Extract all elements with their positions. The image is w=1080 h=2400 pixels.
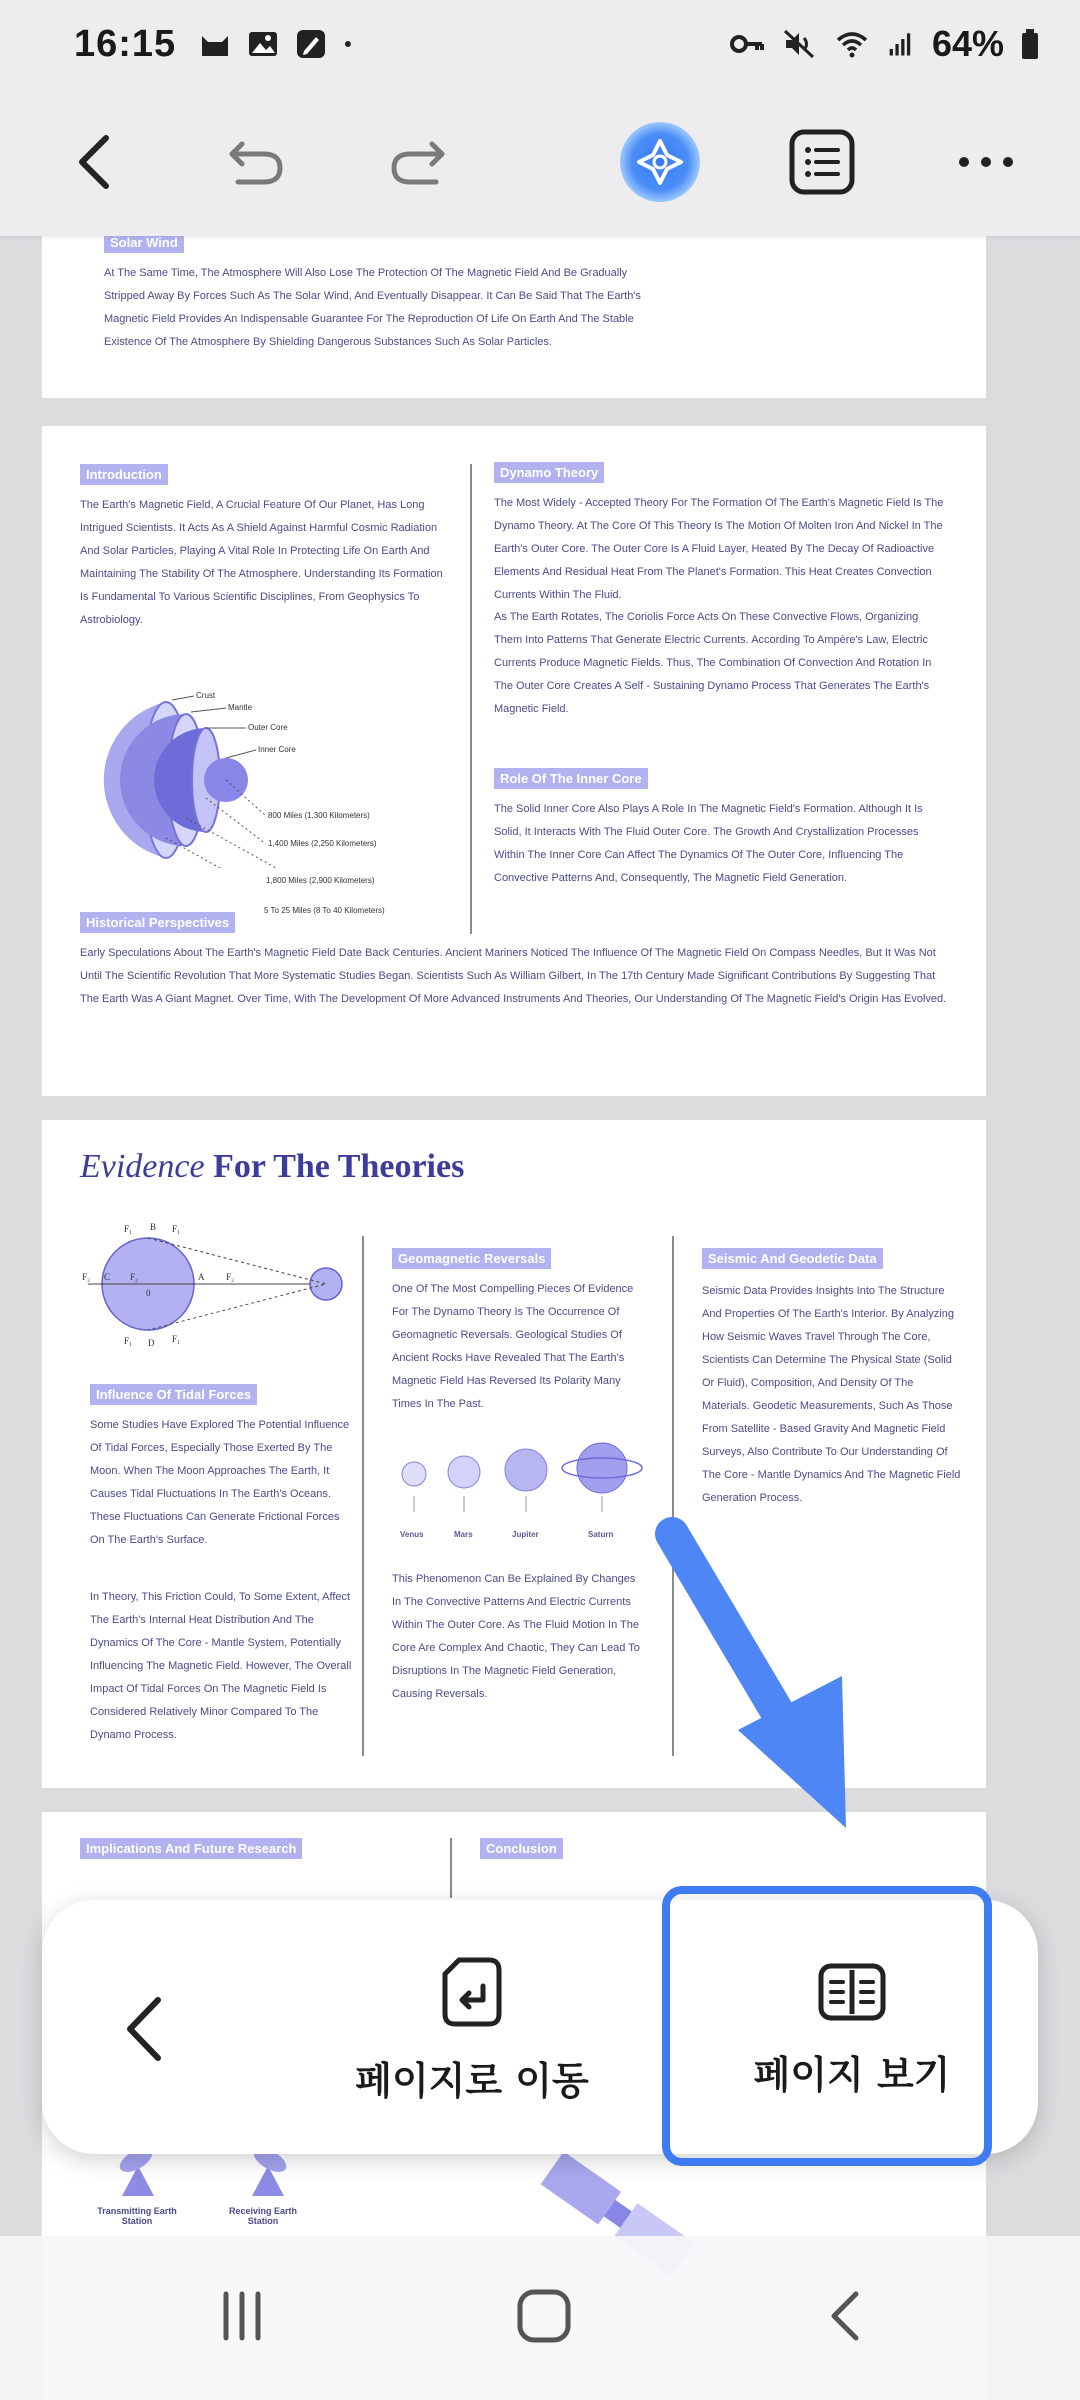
go-to-page-label: 페이지로 이동 (355, 2058, 589, 2103)
home-icon (514, 2286, 574, 2346)
outline-icon (788, 128, 856, 196)
status-bar (0, 0, 1080, 88)
svg-text:0: 0 (146, 1288, 151, 1298)
battery-icon (1020, 28, 1040, 60)
svg-text:A: A (198, 1272, 205, 1282)
signal-icon (888, 28, 916, 60)
outline-button[interactable] (776, 116, 868, 208)
svg-text:F₁: F₁ (172, 1334, 181, 1344)
page-title (80, 1148, 464, 1186)
diagram-label: Outer Core (248, 723, 288, 732)
diagram-depth-label: 800 Miles (1,300 Kilometers) (268, 811, 370, 820)
planet-label: Saturn (588, 1530, 614, 1539)
station-label: Receiving Earth Station (228, 2206, 298, 2226)
back-icon (816, 2286, 876, 2346)
ai-assistant-button[interactable] (614, 116, 706, 208)
page-view-label: 페이지 보기 (753, 2052, 951, 2097)
paragraph: At The Same Time, The Atmosphere Will Also Lose The Protection Of The Magnetic Field And Be Gradually Stripped Away By Forces Such As The Solar Wind, And Eventually Disappear. It Can Be Said That The Earth's Magnetic Field Provides An Indispensable Guarantee For The Reproduction Of Life On Earth And The Stable Existence Of The Atmosphere By Shielding Dangerous Substances Such As Solar Particles. (104, 267, 641, 348)
geomagnetic-text-2: This Phenomenon Can Be Explained By Changes In The Convective Patterns And Electric Currents Within The Outer Core. As The Fluid Motion In The Core Are Complex And Chaotic, They Can Lead To Disruptions In The Magnetic Field Generation, Causing Reversals. (392, 1573, 640, 1700)
column-divider (362, 1236, 364, 1756)
undo-button[interactable] (210, 116, 302, 208)
key-icon (726, 28, 766, 60)
svg-text:F₂: F₂ (226, 1272, 235, 1282)
undo-icon (224, 130, 288, 194)
page-2 (42, 426, 986, 1096)
cat-notification-icon (198, 28, 232, 60)
planet-label: Jupiter (512, 1530, 539, 1539)
section-title-implications: Implications And Future Research (80, 1838, 302, 1859)
tidal-force-diagram (78, 1220, 358, 1350)
svg-text:F₂: F₂ (82, 1272, 91, 1282)
dynamo-text-2: As The Earth Rotates, The Coriolis Force Acts On These Convective Flows, Organizing Them Into Patterns That Generate Electric Currents. According To Ampère's Law, Electric Currents Produce Magnetic Fields. Thus, The Combination Of Convection And Rotation In The Outer Core Creates A Self - Sustaining Dynamo Process That Generates The Earth's Magnetic Field. (494, 611, 932, 715)
diagram-label: Mantle (228, 703, 253, 712)
diagram-label: Crust (196, 691, 216, 700)
section-title-inner-core: Role Of The Inner Core (494, 768, 648, 789)
chevron-left-icon (102, 1984, 192, 2074)
mute-icon (782, 28, 816, 60)
diagram-depth-label: 5 To 25 Miles (8 To 40 Kilometers) (264, 906, 385, 915)
inner-core-text: The Solid Inner Core Also Plays A Role In The Magnetic Field's Formation. Although It Is Solid, It Interacts With The Fluid Outer Core. The Growth And Crystallization Processes Within The Inner Core Can Affect The Dynamics Of The Outer Core, Influencing The Convective Patterns And, Consequently, The Magnetic Field Generation. (494, 803, 923, 884)
section-title-historical: Historical Perspectives (80, 912, 235, 933)
wifi-icon (832, 28, 872, 60)
svg-text:F₂: F₂ (130, 1272, 139, 1282)
back-icon (66, 132, 126, 192)
tidal-text-2: In Theory, This Friction Could, To Some Extent, Affect The Earth's Internal Heat Distribution And The Dynamics Of The Core - Mantle System, Potentially Influencing The Magnetic Field. However, The Overall Impact Of Tidal Forces On The Magnetic Field Is Considered Relatively Minor Compared To The Dynamo Process. (90, 1591, 352, 1741)
recents-button[interactable] (192, 2276, 292, 2356)
earth-layers-diagram (76, 688, 456, 868)
introduction-text: The Earth's Magnetic Field, A Crucial Feature Of Our Planet, Has Long Intrigued Scientists. It Acts As A Shield Against Harmful Cosmic Radiation And Solar Particles, Playing A Vital Role In Protecting Life On Earth And Maintaining The Stability Of The Atmosphere. Understanding Its Formation Is Fundamental To Various Scientific Disciplines, From Geophysics To Astrobiology. (80, 499, 443, 626)
station-label: Transmitting Earth Station (97, 2206, 177, 2226)
redo-button[interactable] (372, 116, 464, 208)
section-title-introduction: Introduction (80, 464, 168, 485)
diagram-depth-label: 1,800 Miles (2,900 Kilometers) (266, 876, 375, 885)
section-title-conclusion: Conclusion (480, 1838, 563, 1859)
go-to-page-icon (439, 1956, 505, 2028)
sheet-back-button[interactable] (102, 1984, 192, 2074)
page-title-italic: Evidence (80, 1148, 205, 1185)
dynamo-text: The Most Widely - Accepted Theory For The Formation Of The Earth's Magnetic Field Is The Dynamo Theory. At The Core Of This Theory Is The Motion Of Molten Iron And Nickel In The Earth's Outer Core. The Outer Core Is A Fluid Layer, Heated By The Decay Of Radioactive Elements And Residual Heat From The Planet's Formation. This Heat Creates Convection Currents Within The Fluid. (494, 497, 944, 601)
dot-icon (342, 28, 362, 60)
planet-label: Mars (454, 1530, 473, 1539)
svg-text:F₁: F₁ (172, 1224, 181, 1234)
section-title-seismic: Seismic And Geodetic Data (702, 1248, 883, 1269)
planet-labels (390, 1530, 650, 1546)
more-icon (956, 152, 1016, 172)
page-1 (42, 236, 986, 398)
highlight-box (662, 1886, 992, 2166)
diagram-depth-label: 1,400 Miles (2,250 Kilometers) (268, 839, 377, 848)
nav-back-button[interactable] (796, 2276, 896, 2356)
note-notification-icon (294, 28, 328, 60)
back-button[interactable] (50, 116, 142, 208)
seismic-text: Seismic Data Provides Insights Into The Structure And Properties Of The Earth's Interior. By Analyzing How Seismic Waves Travel Through The Core, Scientists Can Determine The Physical State (Solid Or Fluid), Composition, And Density Of The Materials. Geodetic Measurements, Such As Those From Satellite - Based Gravity And Magnetic Field Surveys, Also Contribute To Our Understanding Of The Core - Mantle Dynamics And The Magnetic Field Generation Process. (702, 1285, 961, 1504)
column-divider (450, 1838, 452, 1898)
historical-text: Early Speculations About The Earth's Magnetic Field Date Back Centuries. Ancient Mariners Noticed The Influence Of The Magnetic Field On Compass Needles, But It Was Not Until The Scientific Revolution That More Systematic Studies Began. Scientists Such As William Gilbert, In The 17th Century Made Significant Contributions By Suggesting That The Earth Was A Giant Magnet. Over Time, With The Development Of More Advanced Instruments And Theories, Our Understanding Of The Magnetic Field's Origin Has Evolved. (80, 947, 947, 1005)
status-time: 16:15 (74, 22, 177, 65)
tidal-text: Some Studies Have Explored The Potential Influence Of Tidal Forces, Especially Those Exerted By The Moon. When The Moon Approaches The Earth, It Causes Tidal Fluctuations In The Earth's Oceans. These Fluctuations Can Generate Frictional Forces On The Earth's Surface. (90, 1419, 350, 1546)
svg-text:F₁: F₁ (124, 1224, 133, 1234)
earth-stations-diagram (102, 2146, 312, 2206)
column-divider (470, 464, 472, 934)
svg-text:B: B (150, 1222, 157, 1232)
more-button[interactable] (940, 116, 1032, 208)
section-title-tidal: Influence Of Tidal Forces (90, 1384, 257, 1405)
section-title: Solar Wind (104, 236, 184, 253)
recents-icon (212, 2286, 272, 2346)
battery-percent: 64% (931, 23, 1004, 64)
svg-text:D: D (148, 1338, 155, 1348)
gallery-notification-icon (246, 28, 280, 60)
section-title-geomagnetic: Geomagnetic Reversals (392, 1248, 551, 1269)
geomagnetic-text: One Of The Most Compelling Pieces Of Evidence For The Dynamo Theory Is The Occurrence Of Geomagnetic Reversals. Geological Studies Of Ancient Rocks Have Revealed That The Earth's Magnetic Field Has Reversed Its Polarity Many Times In The Past. (392, 1283, 634, 1410)
svg-text:F₁: F₁ (124, 1336, 133, 1346)
home-button[interactable] (494, 2276, 594, 2356)
page-title-rest: For The Theories (204, 1148, 465, 1185)
svg-text:C: C (104, 1272, 111, 1282)
ai-assistant-icon (615, 117, 705, 207)
redo-icon (386, 130, 450, 194)
toolbar (0, 88, 1080, 236)
planet-label: Venus (400, 1530, 424, 1539)
diagram-label: Inner Core (258, 745, 296, 754)
annotation-arrow (650, 1510, 870, 1840)
go-to-page-button[interactable] (282, 1930, 662, 2130)
navigation-bar (0, 2236, 1080, 2400)
section-title-dynamo-theory: Dynamo Theory (494, 462, 604, 483)
